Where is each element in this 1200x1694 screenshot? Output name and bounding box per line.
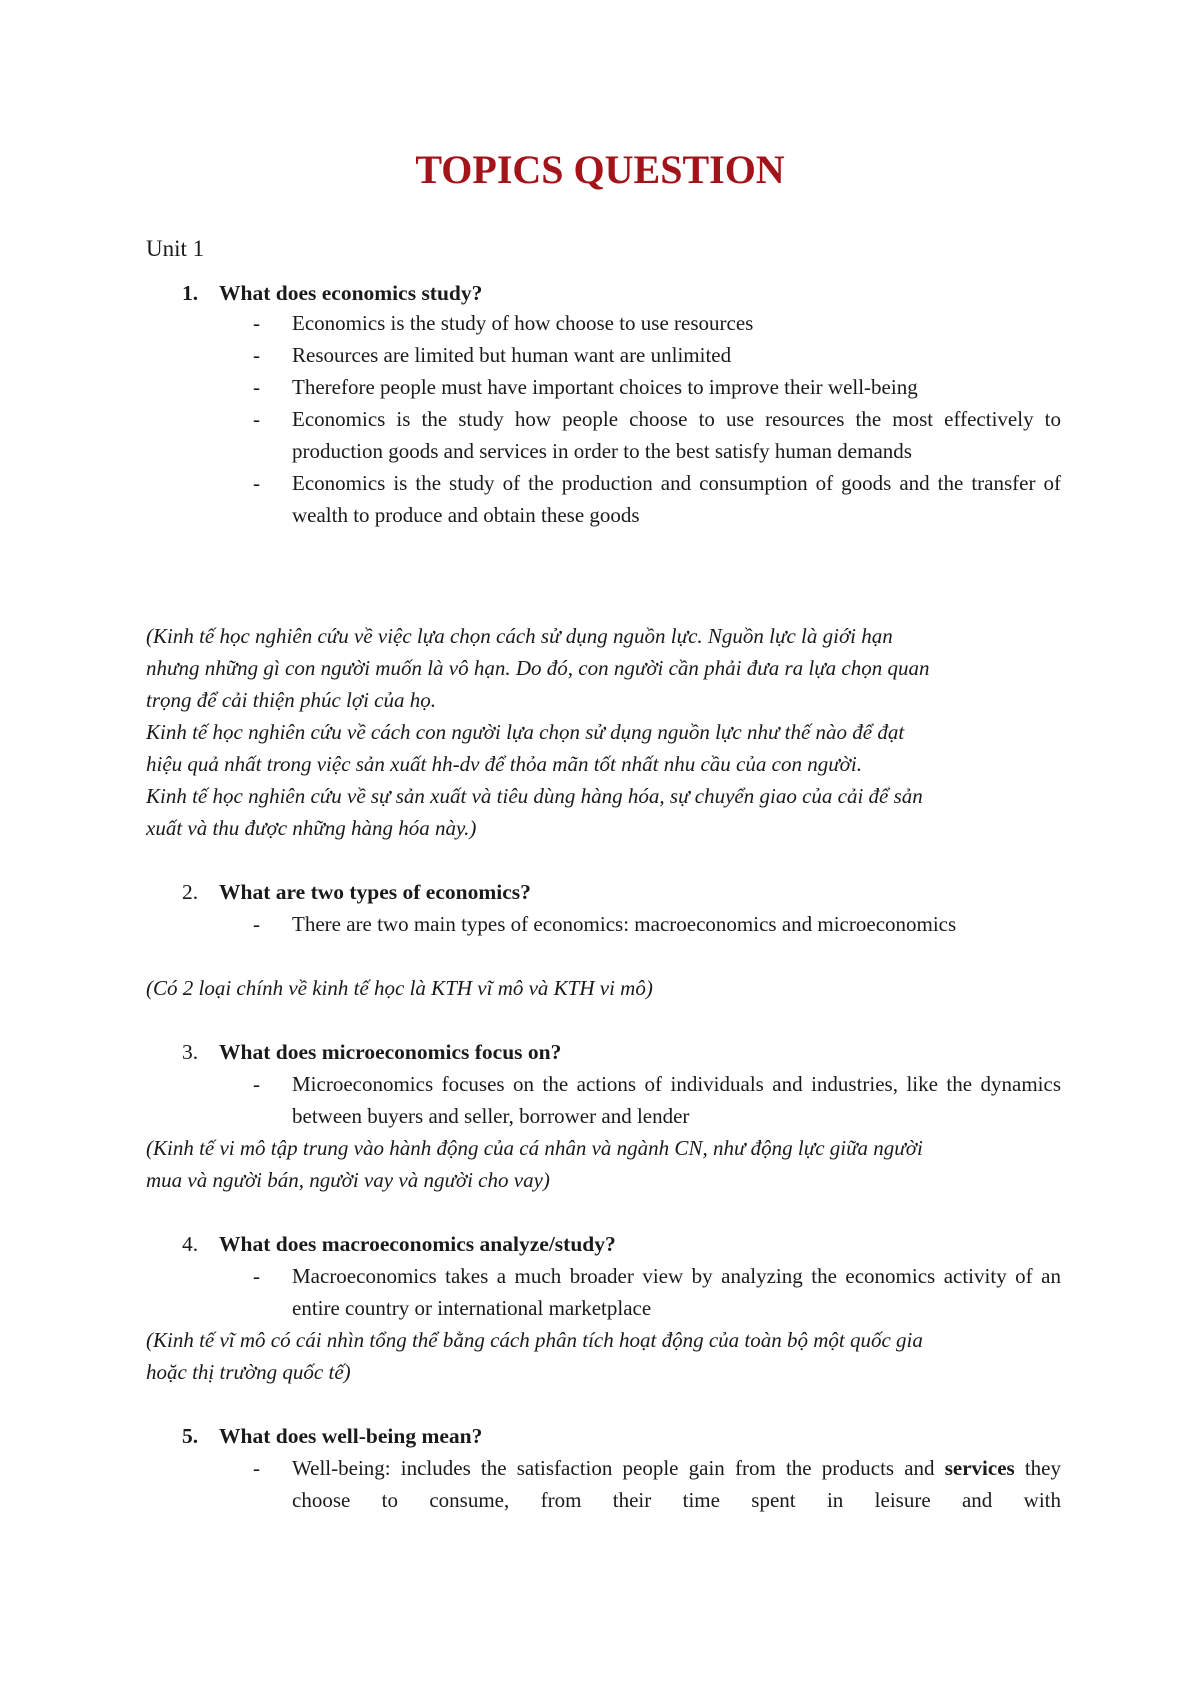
question-number: 5. xyxy=(182,1424,199,1448)
translation-3 xyxy=(146,1132,1061,1196)
answer-text: Resources are limited but human want are unlimited xyxy=(292,343,732,367)
answer-text: Microeconomics focuses on the actions of individuals and industries, like the dynamics between buyers and seller, borrower and lender xyxy=(292,1072,1061,1128)
translation-4 xyxy=(146,1324,1061,1388)
unit-heading: Unit 1 xyxy=(146,236,205,261)
question-text: What does macroeconomics analyze/study? xyxy=(219,1232,616,1256)
translation-line: mua và người bán, người vay và người cho vay) xyxy=(146,1168,550,1192)
translation-line: (Kinh tế vi mô tập trung vào hành động của cá nhân và ngành CN, như động lực giữa người xyxy=(146,1136,923,1160)
translation-2 xyxy=(146,972,1061,1004)
list-item: - Economics is the study of the production and consumption of goods and the transfer of wealth to produce and obtain these goods xyxy=(0,467,1200,531)
list-item: - Therefore people must have important choices to improve their well-being xyxy=(0,371,1200,403)
translation-1 xyxy=(146,620,1061,844)
translation-line: (Có 2 loại chính về kinh tế học là KTH vĩ mô và KTH vi mô) xyxy=(146,976,653,1000)
translation-line: trọng để cải thiện phúc lợi của họ. xyxy=(146,688,436,712)
list-item: - Economics is the study of how choose to use resources xyxy=(0,307,1200,339)
question-number: 3. xyxy=(182,1040,199,1064)
answer-bold-term: services xyxy=(944,1456,1015,1480)
answer-list-3 xyxy=(0,1068,1200,1132)
answer-text: Economics is the study how people choose to use resources the most effectively to production goods and services in order to the best satisfy human demands xyxy=(292,407,1061,463)
answer-text xyxy=(292,1452,1061,1516)
translation-line: hiệu quả nhất trong việc sản xuất hh-dv để thỏa mãn tốt nhất nhu cầu của con người. xyxy=(146,752,862,776)
answer-list-4 xyxy=(0,1260,1200,1324)
translation-line: nhưng những gì con người muốn là vô hạn. Do đó, con người cần phải đưa ra lựa chọn quan xyxy=(146,656,930,680)
answer-text: Macroeconomics takes a much broader view by analyzing the economics activity of an entire country or international marketplace xyxy=(292,1264,1061,1320)
translation-line: xuất và thu được những hàng hóa này.) xyxy=(146,816,477,840)
answer-list-1 xyxy=(0,307,1200,531)
answer-text: Economics is the study of the production and consumption of goods and the transfer of wealth to produce and obtain these goods xyxy=(292,471,1061,527)
list-item: - There are two main types of economics: macroeconomics and microeconomics xyxy=(0,908,1200,940)
question-text: What are two types of economics? xyxy=(219,880,531,904)
list-item: - Macroeconomics takes a much broader view by analyzing the economics activity of an entire country or international marketplace xyxy=(0,1260,1200,1324)
question-number: 2. xyxy=(182,880,199,904)
list-item: - Economics is the study how people choose to use resources the most effectively to production goods and services in order to the best satisfy human demands xyxy=(0,403,1200,467)
question-text: What does economics study? xyxy=(219,281,483,305)
translation-line: (Kinh tế vĩ mô có cái nhìn tổng thể bằng cách phân tích hoạt động của toàn bộ một quốc gia xyxy=(146,1328,923,1352)
answer-text-part: Well-being: includes the satisfaction people gain from the products and xyxy=(292,1456,945,1480)
list-item: - Microeconomics focuses on the actions of individuals and industries, like the dynamics between buyers and seller, borrower and lender xyxy=(0,1068,1200,1132)
translation-line: (Kinh tế học nghiên cứu về việc lựa chọn cách sử dụng nguồn lực. Nguồn lực là giới hạn xyxy=(146,624,893,648)
answer-list-2 xyxy=(0,908,1200,940)
question-number: 1. xyxy=(182,281,199,305)
translation-line: hoặc thị trường quốc tế) xyxy=(146,1360,351,1384)
question-number: 4. xyxy=(182,1232,199,1256)
answer-text: There are two main types of economics: macroeconomics and microeconomics xyxy=(292,912,957,936)
translation-line: Kinh tế học nghiên cứu về sự sản xuất và tiêu dùng hàng hóa, sự chuyển giao của cải để sản xyxy=(146,784,923,808)
translation-line: Kinh tế học nghiên cứu về cách con người lựa chọn sử dụng nguồn lực như thế nào để đạt xyxy=(146,720,905,744)
answer-text-part: they choose to consume, from their time spent in leisure and with xyxy=(292,1456,1062,1512)
document-title: TOPICS QUESTION xyxy=(415,147,785,192)
list-item: - Well-being: includes the satisfaction people gain from the products and services they choose to consume, from their time spent in leisure and with xyxy=(0,1452,1200,1516)
question-text: What does microeconomics focus on? xyxy=(219,1040,562,1064)
question-text: What does well-being mean? xyxy=(219,1424,483,1448)
answer-list-5 xyxy=(0,1452,1200,1516)
answer-text: Therefore people must have important choices to improve their well-being xyxy=(292,375,918,399)
list-item: - Resources are limited but human want are unlimited xyxy=(0,339,1200,371)
answer-text: Economics is the study of how choose to use resources xyxy=(292,311,754,335)
